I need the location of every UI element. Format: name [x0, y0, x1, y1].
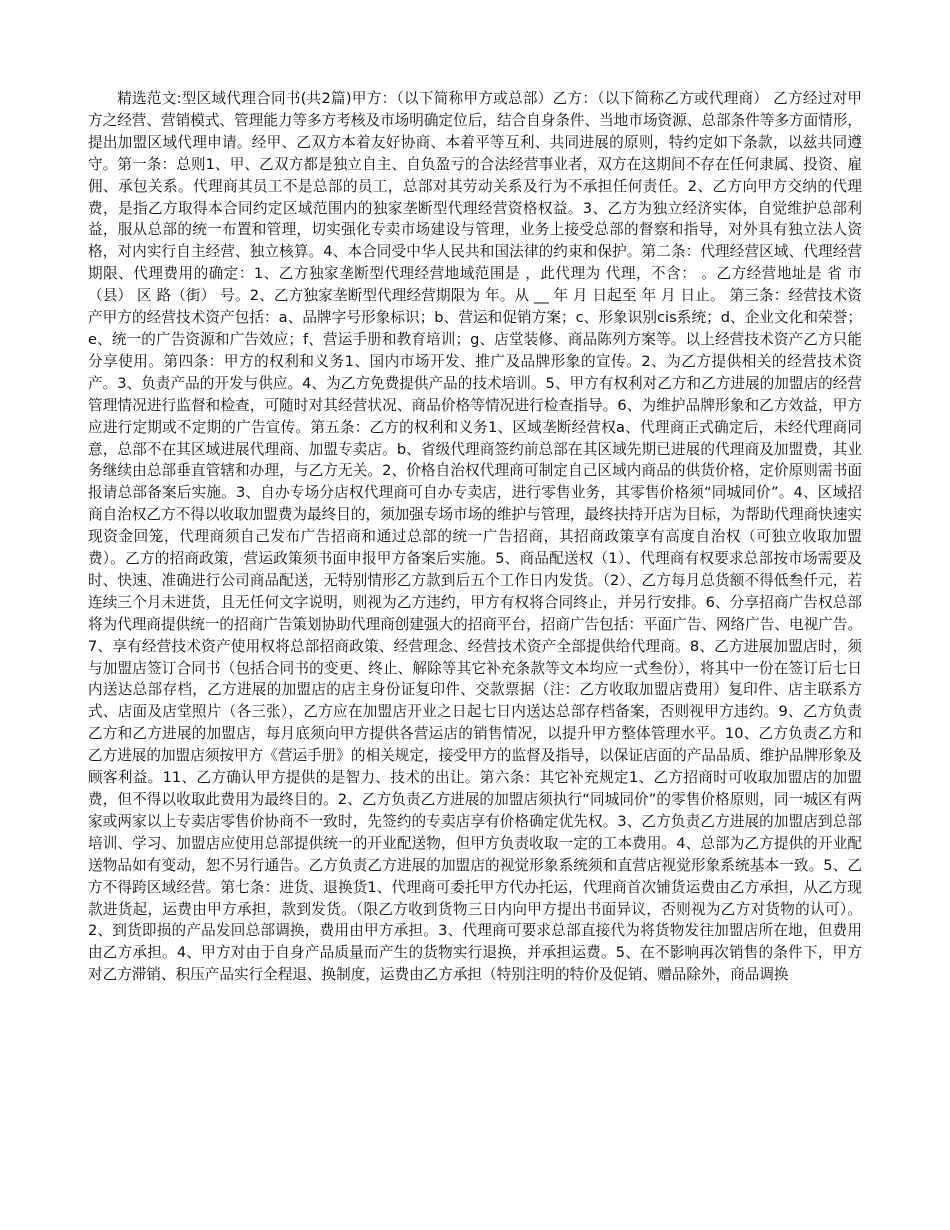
document-body	[88, 88, 862, 986]
body-paragraph: 精选范文:型区域代理合同书(共2篇)甲方：（以下简称甲方或总部）乙方：（以下简称乙方或代理商） 乙方经过对甲方之经营、营销模式、管理能力等多方考核及市场明确定位后，结合自身条件、当地市场资源、总部条件等多方面情形，提出加盟区域代理申请。经甲、乙双方本着友好协商、本着平等互利、共同进展的原则，特约定如下条款，以兹共同遵守。第一条：总则1、甲、乙双方都是独立自主、自负盈亏的合法经营事业者，双方在这期间不存在任何隶属、投资、雇佣、承包关系。代理商其员工不是总部的员工，总部对其劳动关系及行为不承担任何责任。2、乙方向甲方交纳的代理费，是指乙方取得本合同约定区域范围内的独家垄断型代理经营资格权益。3、乙方为独立经济实体，自觉维护总部利益，服从总部的统一布置和管理，切实强化专卖市场建设与管理，业务上接受总部的督察和指导，对外具有独立法人资格，对内实行自主经营、独立核算。4、本合同受中华人民共和国法律的约束和保护。第二条：代理经营区域、代理经营期限、代理费用的确定：1、乙方独家垄断型代理经营地域范围是 ，此代理为 代理，不含： 。乙方经营地址是 省 市（县） 区 路（街） 号。2、乙方独家垄断型代理经营期限为 年。从 __ 年 月 日起至 年 月 日止。 第三条：经营技术资产甲方的经营技术资产包括：a、品牌字号形象标识；b、营运和促销方案；c、形象识别cis系统；d、企业文化和荣誉；e、统一的广告资源和广告效应；f、营运手册和教育培训；g、店堂装修、商品陈列方案等。以上经营技术资产乙方只能分享使用。第四条：甲方的权利和义务1、国内市场开发、推广及品牌形象的宣传。2、为乙方提供相关的经营技术资产。3、负责产品的开发与供应。4、为乙方免费提供产品的技术培训。5、甲方有权利对乙方和乙方进展的加盟店的经营管理情况进行监督和检查，可随时对其经营状况、商品价格等情况进行检查指导。6、为维护品牌形象和乙方效益，甲方应进行定期或不定期的广告宣传。第五条：乙方的权利和义务1、区域垄断经营权a、代理商正式确定后，未经代理商同意，总部不在其区域进展代理商、加盟专卖店。b、省级代理商签约前总部在其区域先期已进展的代理商及加盟费，其业务继续由总部垂直管辖和办理，与乙方无关。2、价格自治权代理商可制定自己区域内商品的供货价格，定价原则需书面报请总部备案后实施。3、自办专场分店权代理商可自办专卖店，进行零售业务，其零售价格须“同城同价”。4、区域招商自治权乙方不得以收取加盟费为最终目的，须加强专场市场的维护与管理，最终扶持开店为目标，为帮助代理商快速实现资金回笼，代理商须自己发布广告招商和通过总部的统一广告招商，其招商政策享有高度自治权（可独立收取加盟费）。乙方的招商政策，营运政策须书面申报甲方备案后实施。5、商品配送权（1）、代理商有权要求总部按市场需要及时、快速、准确进行公司商品配送，无特别情形乙方款到后五个工作日内发货。（2）、乙方每月总货额不得低叁仟元，若连续三个月未进货，且无任何文字说明，则视为乙方违约，甲方有权将合同终止，并另行安排。6、分享招商广告权总部将为代理商提供统一的招商广告策划协助代理商创建强大的招商平台，招商广告包括：平面广告、网络广告、电视广告。7、享有经营技术资产使用权将总部招商政策、经营理念、经营技术资产全部提供给代理商。8、乙方进展加盟店时，须与加盟店签订合同书（包括合同书的变更、终止、解除等其它补充条款等文本均应一式叁份），将其中一份在签订后七日内送达总部存档，乙方进展的加盟店的店主身份证复印件、交款票据（注：乙方收取加盟店费用）复印件、店主联系方式、店面及店堂照片（各三张），乙方应在加盟店开业之日起七日内送达总部存档备案，否则视甲方违约。9、乙方负责乙方和乙方进展的加盟店，每月底须向甲方提供各营运店的销售情况，以提升甲方整体管理水平。10、乙方负责乙方和乙方进展的加盟店须按甲方《营运手册》的相关规定，接受甲方的监督及指导，以保证店面的产品品质、维护品牌形象及顾客利益。11、乙方确认甲方提供的是智力、技术的出让。第六条：其它补充规定1、乙方招商时可收取加盟店的加盟费，但不得以收取此费用为最终目的。2、乙方负责乙方进展的加盟店须执行“同城同价”的零售价格原则，同一城区有两家或两家以上专卖店零售价协商不一致时，先签约的专卖店享有价格确定优先权。3、乙方负责乙方进展的加盟店到总部培训、学习、加盟店应使用总部提供统一的开业配送物，但甲方负责收取一定的工本费用。4、总部为乙方提供的开业配送物品如有变动，恕不另行通告。乙方负责乙方进展的加盟店的视觉形象系统须和直营店视觉形象系统基本一致。5、乙方不得跨区域经营。第七条：进货、退换货1、代理商可委托甲方代办托运，代理商首次铺货运费由乙方承担，从乙方现款进货起，运费由甲方承担，款到发货。（限乙方收到货物三日内向甲方提出书面异议，否则视为乙方对货物的认可）。2、到货即损的产品发回总部调换，费用由甲方承担。3、代理商可要求总部直接代为将货物发往加盟店所在地，但费用由乙方承担。4、甲方对由于自身产品质量而产生的货物实行退换，并承担运费。5、在不影响再次销售的条件下，甲方对乙方滞销、积压产品实行全程退、换制度，运费由乙方承担（特别注明的特价及促销、赠品除外，商品调换	[88, 90, 862, 984]
